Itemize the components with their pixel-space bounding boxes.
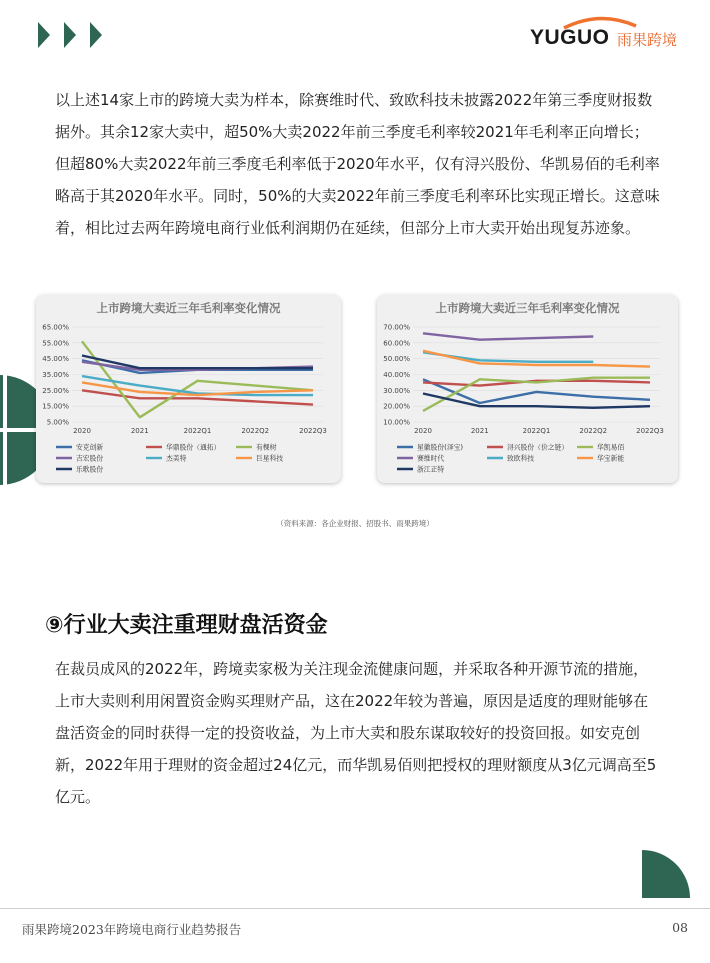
- x-tick-label: 2022Q1: [183, 427, 212, 435]
- legend-label: 星徽股份(泽宝): [417, 443, 464, 452]
- y-tick-label: 50.00%: [383, 355, 410, 364]
- arrow-icon: [90, 22, 102, 48]
- page-number: 08: [672, 920, 688, 935]
- arrow-icon: [38, 22, 50, 48]
- legend-label: 安克创新: [76, 443, 104, 452]
- series-line: [423, 394, 650, 408]
- x-tick-label: 2022Q2: [241, 427, 270, 435]
- y-tick-label: 10.00%: [383, 418, 410, 427]
- y-tick-label: 70.00%: [383, 323, 410, 332]
- x-tick-label: 2022Q3: [636, 427, 664, 435]
- legend-label: 吉宏股份: [76, 454, 104, 463]
- logo-brand-en: YUGUO: [530, 26, 610, 49]
- header-arrows-decoration: [36, 20, 108, 50]
- gross-margin-chart-2: [377, 295, 678, 483]
- y-tick-label: 55.00%: [42, 339, 69, 348]
- chart-title: 上市跨境大卖近三年毛利率变化情况: [435, 301, 620, 315]
- legend-label: 致欧科技: [507, 454, 535, 463]
- x-tick-label: 2022Q2: [579, 427, 608, 435]
- series-line: [423, 333, 593, 339]
- x-tick-label: 2020: [73, 427, 91, 435]
- gross-margin-chart-1: [36, 295, 341, 483]
- legend-label: 浙江正特: [417, 465, 445, 474]
- chart-card-1: [36, 295, 341, 483]
- legend-label: 有棵树: [256, 443, 277, 452]
- source-note: （资料来源：各企业财报、招股书、雨果跨境）: [276, 519, 434, 528]
- section-title: ⑨行业大卖注重理财盘活资金: [45, 613, 328, 638]
- y-tick-label: 5.00%: [46, 418, 69, 427]
- legend-label: 杰美特: [166, 454, 187, 463]
- y-tick-label: 35.00%: [42, 371, 69, 379]
- footer-report-title: 雨果跨境2023年跨境电商行业趋势报告: [22, 922, 242, 937]
- legend-label: 华凯易佰: [597, 443, 625, 452]
- left-circle-decoration: [0, 372, 39, 488]
- footer-divider: [0, 908, 710, 909]
- y-tick-label: 20.00%: [383, 402, 410, 411]
- x-tick-label: 2021: [470, 427, 489, 435]
- corner-leaf-decoration: [640, 848, 692, 900]
- y-tick-label: 30.00%: [383, 386, 410, 395]
- y-tick-label: 45.00%: [42, 355, 69, 364]
- legend-label: 乐歌股份: [76, 465, 104, 474]
- x-tick-label: 2020: [414, 427, 432, 435]
- chart-card-2: [377, 295, 678, 483]
- legend-label: 巨星科技: [256, 454, 284, 463]
- arrow-icon: [64, 22, 76, 48]
- x-tick-label: 2021: [130, 427, 149, 435]
- x-tick-label: 2022Q1: [522, 427, 551, 435]
- y-tick-label: 65.00%: [42, 323, 69, 332]
- y-tick-label: 15.00%: [42, 402, 69, 411]
- intro-paragraph: 以上述14家上市的跨境大卖为样本，除赛维时代、致欧科技未披露2022年第三季度财报数据外。其余12家大卖中，超50%大卖2022年前三季度毛利率较2021年毛利率正向增长；但超80%大卖2022年前三季度毛利率低于2020年水平，仅有浔兴股份、华凯易佰的毛利率略高于其2020年水平。同时，50%的大卖2022年前三季度毛利率环比实现正增长。这意味着，相比过去两年跨境电商行业低利润期仍在延续，但部分上市大卖开始出现复苏迹象。: [55, 91, 660, 237]
- legend-label: 华宝新能: [597, 454, 625, 463]
- yuguo-logo: [530, 14, 695, 54]
- y-tick-label: 25.00%: [42, 386, 69, 395]
- legend-label: 赛维时代: [417, 454, 445, 463]
- legend-label: 浔兴股份（价之链）: [507, 443, 569, 452]
- y-tick-label: 40.00%: [383, 371, 410, 379]
- legend-label: 华鼎股份（通拓）: [166, 443, 221, 452]
- logo-brand-cn: 雨果跨境: [617, 31, 678, 49]
- chart-title: 上市跨境大卖近三年毛利率变化情况: [96, 301, 281, 315]
- y-tick-label: 60.00%: [383, 339, 410, 348]
- x-tick-label: 2022Q3: [299, 427, 327, 435]
- finance-paragraph: 在裁员成风的2022年，跨境卖家极为关注现金流健康问题，并采取各种开源节流的措施，上市大卖则利用闲置资金购买理财产品，这在2022年较为普遍，原因是适度的理财能够在盘活资金的同时获得一定的投资收益，为上市大卖和股东谋取较好的投资回报。如安克创新，2022年用于理财的资金超过24亿元，而华凯易佰则把授权的理财额度从3亿元调高至5亿元。: [55, 660, 657, 806]
